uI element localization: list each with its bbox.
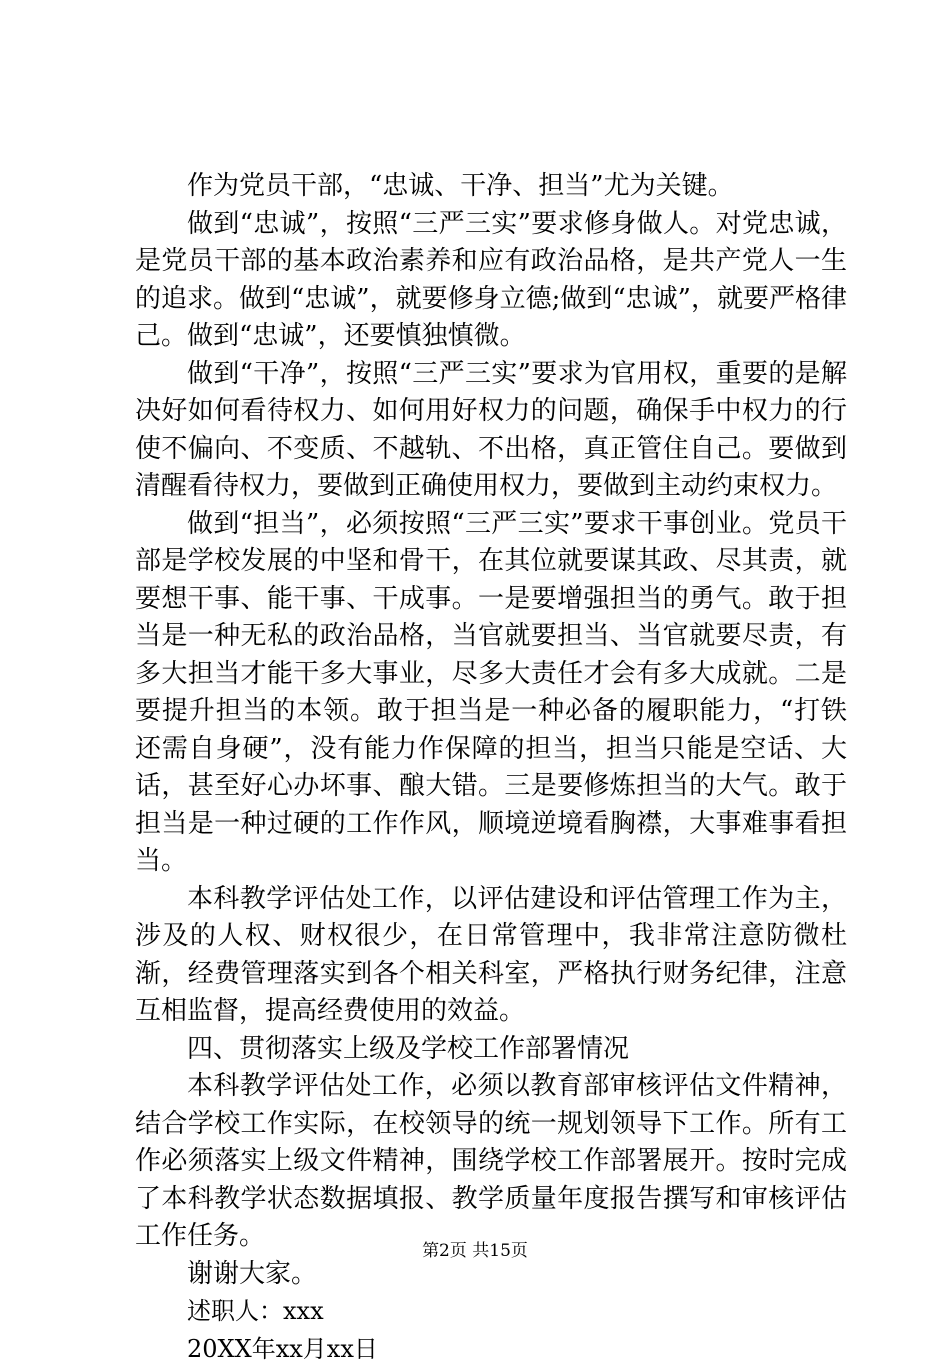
signature-date: 20XX年xx月xx日 — [135, 1331, 847, 1368]
paragraph-intro: 作为党员干部，“忠诚、干净、担当”尤为关键。 — [135, 168, 847, 206]
paragraph-implementation: 本科教学评估处工作，必须以教育部审核评估文件精神，结合学校工作实际，在校领导的统一规划领导下工作。所有工作必须落实上级文件精神，围绕学校工作部署展开。按时完成了本科教学状态数据填报、教学质量年度报告撰写和审核评估工作任务。 — [135, 1068, 847, 1256]
paragraph-thanks: 谢谢大家。 — [135, 1256, 847, 1294]
paragraph-responsibility: 做到“担当”，必须按照“三严三实”要求干事创业。党员干部是学校发展的中坚和骨干，在其位就要谋其政、尽其责，就要想干事、能干事、干成事。一是要增强担当的勇气。敢于担当是一种无私的政治品格，当官就要担当、当官就要尽责，有多大担当才能干多大事业，尽多大责任才会有多大成就。二是要提升担当的本领。敢于担当是一种必备的履职能力，“打铁还需自身硬”，没有能力作保障的担当，担当只能是空话、大话，甚至好心办坏事、酿大错。三是要修炼担当的大气。敢于担当是一种过硬的工作作风，顺境逆境看胸襟，大事难事看担当。 — [135, 506, 847, 881]
page-footer: 第2页 共15页 — [0, 1239, 950, 1263]
signature-reporter: 述职人：xxx — [135, 1293, 847, 1331]
section-heading-four: 四、贯彻落实上级及学校工作部署情况 — [135, 1031, 847, 1069]
document-body — [135, 168, 847, 1368]
paragraph-office-work: 本科教学评估处工作，以评估建设和评估管理工作为主，涉及的人权、财权很少，在日常管理中，我非常注意防微杜渐，经费管理落实到各个相关科室，严格执行财务纪律，注意互相监督，提高经费使用的效益。 — [135, 881, 847, 1031]
paragraph-integrity: 做到“干净”，按照“三严三实”要求为官用权，重要的是解决好如何看待权力、如何用好权力的问题，确保手中权力的行使不偏向、不变质、不越轨、不出格，真正管住自己。要做到清醒看待权力，要做到正确使用权力，要做到主动约束权力。 — [135, 356, 847, 506]
paragraph-loyalty: 做到“忠诚”，按照“三严三实”要求修身做人。对党忠诚，是党员干部的基本政治素养和应有政治品格，是共产党人一生的追求。做到“忠诚”，就要修身立德;做到“忠诚”，就要严格律己。做到“忠诚”，还要慎独慎微。 — [135, 206, 847, 356]
